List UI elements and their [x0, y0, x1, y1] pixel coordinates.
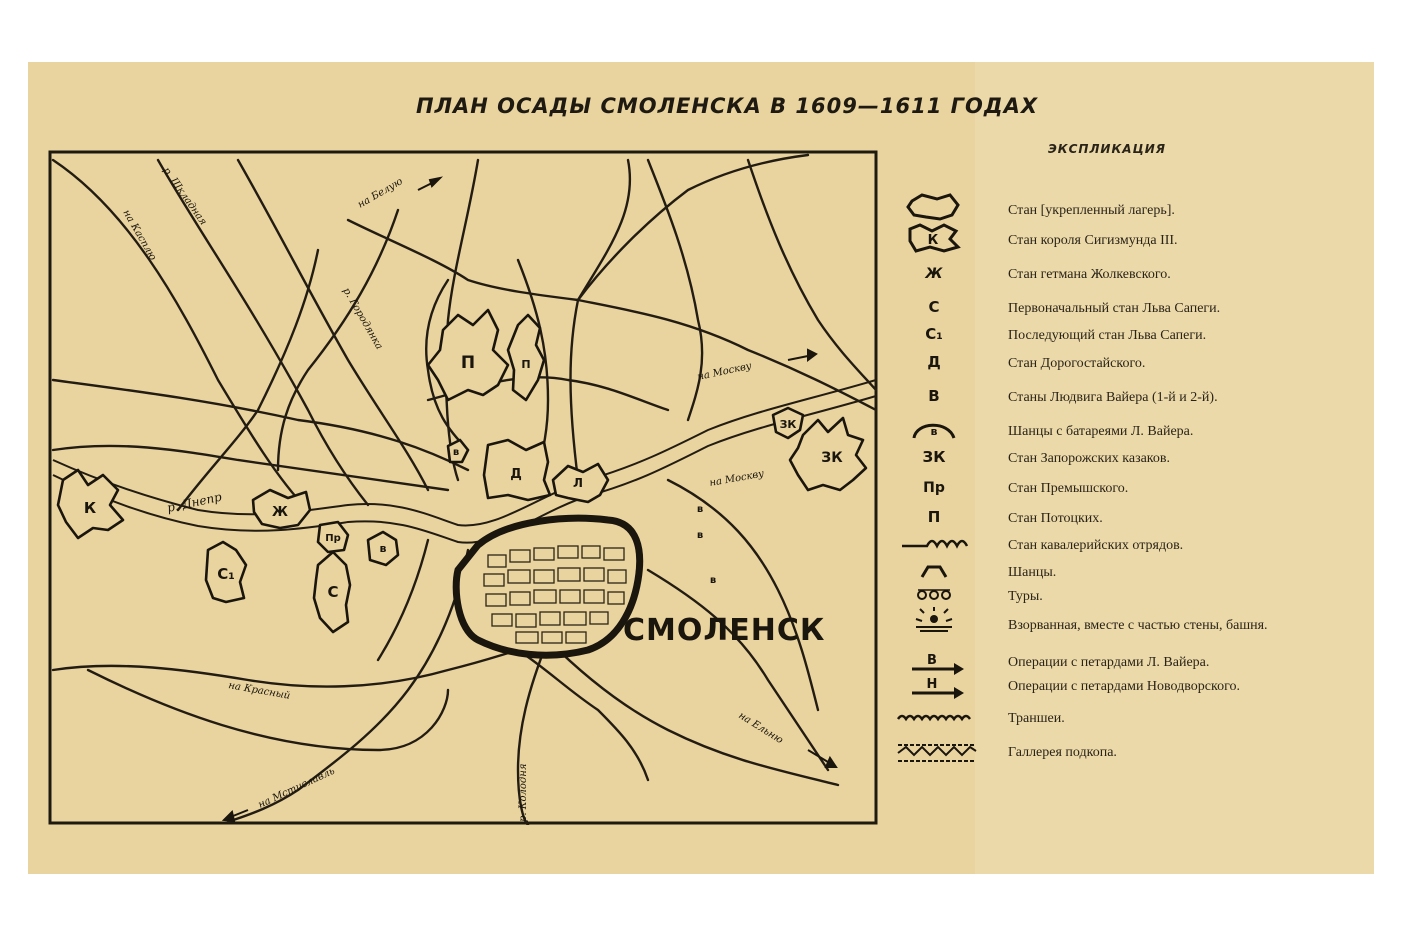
legend-label: Последующий стан Льва Сапеги. — [1008, 328, 1207, 343]
legend-symbol-zh: Ж — [925, 266, 943, 282]
king-camp-icon — [892, 223, 982, 253]
legend-symbol-s1: С₁ — [925, 325, 943, 343]
label-camp-zaporozhian-big: ЗК — [821, 450, 843, 466]
map-title: ПЛАН ОСАДЫ СМОЛЕНСКА В 1609—1611 ГОДАХ — [416, 94, 1039, 118]
legend-label: Станы Людвига Вайера (1-й и 2-й). — [1008, 390, 1218, 405]
legend-symbol-zk: ЗК — [922, 448, 946, 466]
legend-label: Туры. — [1008, 589, 1043, 604]
legend-label: Шанцы с батареями Л. Вайера. — [1008, 424, 1194, 439]
road-label-moskvu-top: на Москву — [696, 360, 753, 383]
legend-label: Стан Запорожских казаков. — [1008, 451, 1171, 466]
legend-item — [892, 711, 1372, 737]
zk-symbol-icon — [892, 441, 982, 471]
siege-map — [48, 150, 878, 825]
label-battery-v5: в — [709, 575, 717, 586]
explosion-icon — [892, 607, 982, 637]
legend-label: Стан кавалерийских отрядов. — [1008, 538, 1184, 553]
legend-label: Стан Дорогостайского. — [1008, 356, 1146, 371]
label-battery-v2: в — [452, 447, 460, 458]
label-camp-premyshsky: Пр — [325, 533, 341, 544]
s1-symbol-icon — [892, 318, 982, 348]
fortified-camp-icon — [892, 193, 982, 223]
legend-item — [892, 617, 1372, 643]
road-label-elnyu: на Ельню — [736, 710, 785, 747]
label-battery-v3: в — [696, 504, 704, 515]
label-camp-dorogostaisky: Д — [510, 467, 522, 482]
legend-symbol-s: С — [928, 298, 940, 316]
battery-icon — [892, 414, 982, 444]
legend-label: Стан короля Сигизмунда III. — [1008, 233, 1178, 248]
legend-symbol-k: К — [927, 233, 939, 248]
v-symbol-icon — [892, 380, 982, 410]
zh-symbol-icon — [892, 257, 982, 287]
legend-label: Шанцы. — [1008, 565, 1057, 580]
label-camp-potocki-big: П — [460, 353, 476, 373]
legend-item — [892, 267, 1372, 293]
label-camp-zholkevsky: Ж — [272, 505, 288, 520]
road-label-gorodnyanka: р. Городянка — [340, 286, 385, 352]
legend-label: Траншеи. — [1008, 711, 1065, 726]
petard-arrow-icon — [892, 669, 982, 699]
cavalry-line-icon — [892, 528, 982, 558]
d-symbol-icon — [892, 346, 982, 376]
label-camp-king: К — [83, 499, 97, 517]
label-camp-l: Л — [573, 476, 583, 490]
gabion-icon — [892, 579, 982, 609]
label-battery-v1: в — [379, 542, 387, 555]
mine-gallery-icon — [892, 735, 982, 765]
legend-symbol-p: П — [927, 508, 941, 526]
legend-item — [892, 353, 1372, 382]
legend-item — [892, 387, 1372, 416]
pr-symbol-icon — [892, 471, 982, 501]
legend-label: Стан [укрепленный лагерь]. — [1008, 203, 1175, 218]
legend-label: Стан гетмана Жолкевского. — [1008, 267, 1171, 282]
legend-symbol-petard-v: В — [927, 653, 937, 668]
dnieper-river — [53, 380, 876, 543]
road-label-moskvu-bottom: на Москву — [708, 468, 765, 489]
legend-label: Стан Премышского. — [1008, 481, 1129, 496]
label-camp-sapega-later: С₁ — [217, 565, 235, 583]
label-camp-sapega-first: С — [327, 583, 339, 601]
legend-label: Операции с петардами Новодворского. — [1008, 679, 1240, 694]
legend-symbol-v: В — [928, 387, 940, 405]
river-label: р. Днепр — [165, 489, 223, 515]
road-label-belaya: на Белую — [356, 176, 405, 211]
label-battery-v4: в — [696, 530, 704, 541]
legend-symbol-battery: в — [930, 425, 938, 438]
legend-label: Первоначальный стан Льва Сапеги. — [1008, 301, 1221, 316]
p-symbol-icon — [892, 501, 982, 531]
road-label-mstislavl: на Мстиславль — [256, 765, 337, 811]
legend-symbol-petard-n: Н — [926, 677, 938, 692]
label-camp-potocki-small: П — [521, 358, 531, 371]
road-label-shkladnaya: р. Шкладная — [160, 165, 209, 228]
smolensk-fortress — [456, 518, 639, 655]
legend-label: Взорванная, вместе с частью стены, башня. — [1008, 618, 1268, 633]
road-label-krasny: на Красный — [227, 680, 292, 702]
trench-icon — [892, 701, 982, 731]
legend-symbol-d: Д — [927, 353, 941, 371]
city-label: СМОЛЕНСК — [623, 613, 826, 648]
legend-heading: ЭКСПЛИКАЦИЯ — [1048, 142, 1166, 156]
label-camp-zaporozhian-small: ЗК — [779, 418, 797, 431]
legend-label: Стан Потоцких. — [1008, 511, 1103, 526]
legend-item — [892, 745, 1372, 771]
legend-symbol-pr: Пр — [923, 480, 945, 496]
legend-label: Операции с петардами Л. Вайера. — [1008, 655, 1210, 670]
legend-item — [892, 233, 1372, 259]
legend-label: Галлерея подкопа. — [1008, 745, 1117, 760]
road-label-kolodnya: р. Колодня — [518, 763, 529, 822]
s-symbol-icon — [892, 291, 982, 321]
road-label-kaspliu: на Касплю — [120, 208, 159, 263]
